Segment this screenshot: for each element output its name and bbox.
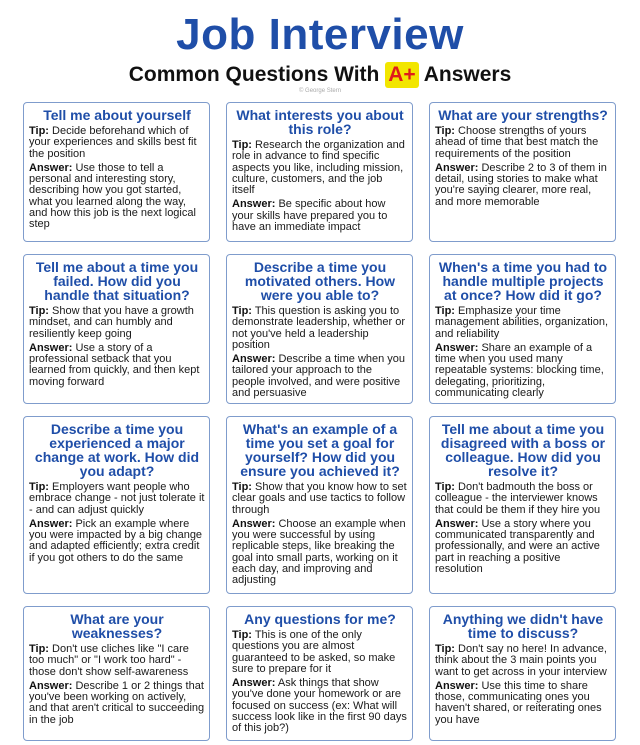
tip-text: Tip: Don't say no here! In advance, think about the 3 main points you want to get across in your interview [435, 643, 607, 678]
page-subtitle [0, 62, 640, 88]
tip-text: Tip: Choose strengths of yours ahead of time that best match the requirements of the position [435, 125, 599, 160]
question-card [429, 606, 616, 741]
answer-text: Answer: Describe 2 to 3 of them in detail, using stories to make what you're saying clearer, more real, and more memorable [435, 161, 607, 208]
author-credit: © George Stern [298, 88, 342, 94]
question-card [226, 254, 413, 404]
question-title: What interests you about this role? [236, 107, 404, 137]
question-title: Describe a time you experienced a major change at work. How did you adapt? [34, 421, 200, 479]
a-plus-badge: A+ [385, 62, 418, 88]
subtitle-text-before: Common Questions With [128, 63, 386, 86]
question-title: Tell me about a time you disagreed with a boss or colleague. How did you resolve it? [440, 421, 606, 479]
question-title: What's an example of a time you set a goal for yourself? How did you ensure you achieved it? [240, 421, 400, 479]
tip-text: Tip: Don't badmouth the boss or colleague - the interviewer knows that could be them if they hire you [435, 481, 601, 516]
question-title: Any questions for me? [244, 611, 396, 627]
answer-text: Answer: Use a story where you communicated transparently and professionally, and were an active part in reaching a positive resolution [435, 517, 600, 576]
question-card [226, 606, 413, 741]
tip-text: Tip: Don't use cliches like "I care too much" or "I work too hard" - those don't show self-awareness [29, 643, 189, 678]
tip-text: Tip: This question is asking you to demonstrate leadership, whether or not you've held a leadership position [232, 305, 406, 351]
answer-text: Answer: Describe a time when you tailored your approach to the people involved, and were positive and persuasive [232, 353, 406, 400]
answer-text: Answer: Share an example of a time when you used many repeatable systems: blocking time, delegating, prioritizing, communicating clearly [435, 341, 604, 400]
page-title: Job Interview [176, 10, 464, 59]
question-title: Describe a time you motivated others. How were you able to? [244, 259, 396, 303]
question-title: When's a time you had to handle multiple projects at once? How did it go? [438, 259, 608, 303]
tip-text: Tip: This is one of the only questions you are almost guaranteed to be asked, so make sure to prepare for it [232, 629, 396, 675]
answer-text: Answer: Describe 1 or 2 things that you've been working on actively, and that aren't critical to succeeding in the job [29, 679, 205, 726]
question-card [23, 254, 210, 404]
question-card [226, 416, 413, 594]
answer-text: Answer: Use this time to share those, communicating ones you haven't shared, or reiterating ones you have [435, 679, 602, 726]
question-card [429, 254, 616, 404]
question-title: Tell me about a time you failed. How did you handle that situation? [35, 259, 199, 303]
question-card [226, 102, 413, 242]
answer-text: Answer: Pick an example where you were impacted by a big change and adapted efficiently; extra credit if you got others to do the same [29, 517, 203, 564]
question-title: What are your weaknesses? [70, 611, 164, 641]
tip-text: Tip: Decide beforehand which of your experiences and skills best fit the position [29, 125, 197, 160]
question-grid [23, 100, 616, 741]
question-card [23, 606, 210, 741]
header [0, 0, 640, 100]
tip-text: Tip: Research the organization and role in advance to find specific aspects you like, including mission, culture, customers, and the job itself [232, 139, 405, 197]
subtitle-text-after: Answers [418, 63, 512, 86]
question-card [429, 416, 616, 594]
answer-text: Answer: Use those to tell a personal and interesting story, describing how you got started, what you learned along the way, and how this job is the next logical step [29, 161, 196, 231]
question-title: Tell me about yourself [43, 107, 191, 123]
answer-text: Answer: Be specific about how your skills have prepared you to have an immediate impact [232, 198, 388, 234]
tip-text: Tip: Emphasize your time management abilities, organization, and reliability [435, 305, 609, 340]
question-card [429, 102, 616, 242]
question-title: What are your strengths? [438, 107, 608, 123]
question-card [23, 416, 210, 594]
answer-text: Answer: Choose an example when you were successful by using replicable steps, like breaking the goal into small parts, working on it each day, and improving and adjusting [232, 517, 406, 587]
tip-text: Tip: Employers want people who embrace change - not just tolerate it - and can adjust quickly [29, 481, 205, 516]
tip-text: Tip: Show that you know how to set clear goals and use tactics to follow through [232, 481, 407, 516]
question-title: Anything we didn't have time to discuss? [442, 611, 604, 641]
tip-text: Tip: Show that you have a growth mindset, and can humbly and resiliently keep going [29, 305, 194, 340]
answer-text: Answer: Use a story of a professional setback that you learned from quickly, and then kept moving forward [29, 341, 200, 388]
answer-text: Answer: Ask things that show you've done your homework or are focused on success (ex: What will success look like in the first 90 days of this job?) [232, 677, 407, 735]
question-card [23, 102, 210, 242]
